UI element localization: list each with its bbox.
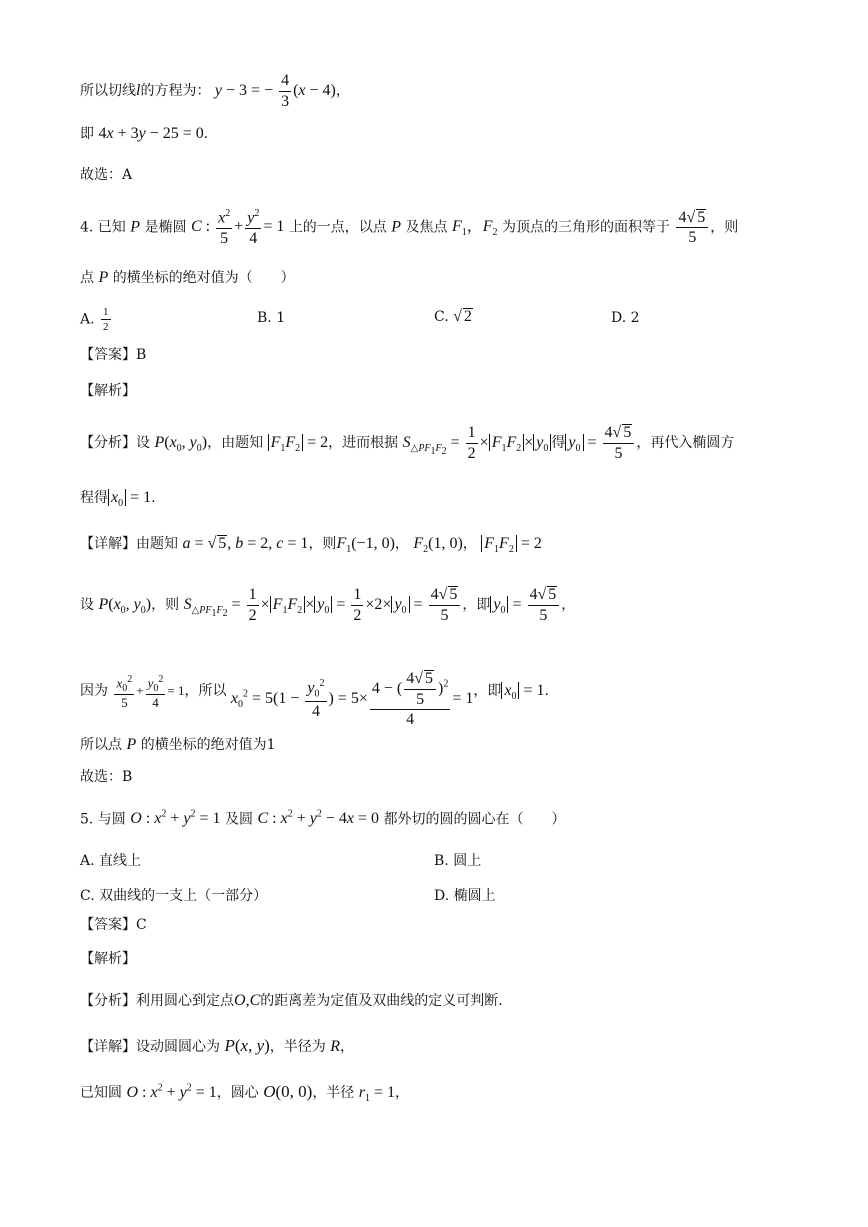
circle-c-formula: C : $x^2 + y^2 - 4x = 0$ bbox=[257, 809, 380, 828]
text: 设 bbox=[80, 596, 94, 613]
choice-b: 故选：B bbox=[80, 769, 133, 785]
detail-text bbox=[80, 535, 542, 555]
tangent-line-equation: 所以切线l的方程为： y − 3 = − $\frac{4}{3}$ (x − 4)， bbox=[80, 72, 350, 110]
option-d[interactable]: D. 2 bbox=[611, 310, 640, 326]
formula: $S_{\triangle PF_1F_2}$ = $\frac{1}{2}$ × $F_1F_2 \times y_0$ = $\frac{1}{2}$ $\times 2\times y_0$ = $\frac{4√ 5}{5}$ bbox=[184, 596, 463, 613]
text: 所以切线 bbox=[80, 82, 136, 99]
var: R bbox=[330, 1038, 341, 1055]
formula: $y_0$ = $\frac{4√ 5}{5}$ bbox=[490, 596, 561, 613]
formula: P(x, y) bbox=[224, 1036, 270, 1055]
analysis-text: 【分析】利用圆心到定点O,C的距离差为定值及双曲线的定义可判断. bbox=[80, 992, 503, 1009]
formula: $x_0^2 = 5(1$ − $\frac{y_0^2}{4}$ ) = 5× 4 − ( $\frac{4√ 5}{5}$ )$^2$ 4 = 1 bbox=[230, 670, 474, 729]
formula: $r_1 = 1$ bbox=[358, 1084, 396, 1105]
text: ，由题知 bbox=[207, 434, 264, 451]
ellipse-formula: C : $\frac{x^2}{5}$ + $\frac{y^2}{4}$ = 1 bbox=[190, 208, 285, 247]
text: ，半径为 bbox=[269, 1039, 326, 1055]
text: ，所以 bbox=[184, 683, 227, 700]
text: ，圆心 bbox=[216, 1085, 259, 1101]
question-4-line2 bbox=[80, 270, 295, 286]
var: P bbox=[98, 269, 109, 286]
text: . bbox=[203, 126, 209, 142]
formula: $F_1(-1$, 0) bbox=[336, 535, 395, 556]
text: ，则 bbox=[151, 596, 180, 613]
var: P bbox=[391, 218, 402, 236]
option-c[interactable]: C. 双曲线的一支上（一部分） bbox=[80, 888, 268, 904]
var: P bbox=[126, 736, 137, 753]
text: ， bbox=[395, 1085, 410, 1101]
text: ，再代入椭圆方 bbox=[636, 434, 735, 451]
text: 5. 与圆 bbox=[80, 811, 126, 828]
formula: $S_{\triangle PF_1F_2}$ = $\frac{1}{2}$ × $F_1F_2 \times y_0$ bbox=[403, 434, 552, 451]
text: 因为 bbox=[80, 683, 108, 700]
text: ，半径 bbox=[312, 1085, 355, 1101]
text: ，则 bbox=[308, 536, 337, 552]
text: 的距离差为定值及双曲线的定义可判断. bbox=[260, 993, 503, 1009]
text: ，即 bbox=[473, 683, 502, 700]
text: 所以点 bbox=[80, 737, 122, 753]
text: 已知圆 bbox=[80, 1085, 122, 1101]
text: 及焦点 bbox=[405, 219, 448, 236]
text: 上的一点，以点 bbox=[288, 219, 387, 236]
var: P bbox=[130, 218, 141, 236]
detail-text bbox=[80, 1037, 354, 1055]
circle-o-formula: O : $x^2 + y^2 = 1$ bbox=[130, 809, 221, 828]
text: . bbox=[544, 683, 549, 700]
text: ，则 bbox=[710, 219, 739, 236]
formula: $\frac{x_0^2}{5}$ + $\frac{y_0^2}{4}$ = 1 bbox=[116, 673, 185, 711]
analysis-text-2 bbox=[80, 490, 156, 509]
text: 是椭圆 bbox=[144, 219, 187, 236]
text: 【分析】利用圆心到定点 bbox=[80, 993, 234, 1009]
var: C bbox=[249, 992, 261, 1009]
conclusion-text bbox=[80, 737, 276, 753]
formula: y − 3 = − $\frac{4}{3}$ (x − 4) bbox=[214, 72, 336, 110]
set-point-text bbox=[80, 586, 575, 624]
known-circle-text bbox=[80, 1083, 409, 1104]
formula: $P(x_0$, $y_0$) bbox=[98, 595, 152, 617]
analysis-label: 【解析】 bbox=[80, 951, 136, 967]
option-a[interactable] bbox=[80, 306, 113, 333]
formula: 4x + 3y − 25 = 0 bbox=[98, 125, 204, 142]
text: 即 bbox=[80, 126, 94, 142]
formula: $y_0$ = $\frac{4√ 5}{5}$ bbox=[565, 434, 636, 451]
formula: $x_0 = 1$ bbox=[108, 489, 151, 506]
formula: O(0, 0) bbox=[263, 1082, 313, 1101]
text: 4. 已知 bbox=[80, 219, 126, 236]
text: . bbox=[151, 490, 156, 506]
answer-label: 【答案】B bbox=[80, 347, 147, 363]
text: 为顶点的三角形的面积等于 bbox=[501, 219, 670, 236]
text: 的方程为： bbox=[140, 82, 211, 99]
formula: a = √ 5, b = 2, c = 1 bbox=[182, 535, 309, 552]
line-equation-result bbox=[80, 126, 208, 142]
text: 及圆 bbox=[225, 811, 254, 828]
formula: $F_2(1$, 0) bbox=[413, 535, 463, 556]
text: ，进而根据 bbox=[328, 434, 399, 451]
option-a[interactable]: A. 直线上 bbox=[80, 853, 142, 869]
text: 得 bbox=[551, 434, 566, 451]
text: 都外切的圆的圆心在（ ） bbox=[383, 811, 566, 828]
question-5 bbox=[80, 810, 565, 827]
text: 点 bbox=[80, 270, 94, 286]
option-c[interactable] bbox=[434, 308, 473, 326]
option-b[interactable]: B. 1 bbox=[257, 310, 286, 326]
question-4 bbox=[80, 208, 738, 248]
text: 的横坐标的绝对值为（ ） bbox=[112, 270, 295, 286]
option-label: C. bbox=[434, 309, 449, 325]
analysis-label: 【解析】 bbox=[80, 383, 136, 399]
text: 的横坐标的绝对值为1 bbox=[140, 737, 276, 753]
choice-a: 故选：A bbox=[80, 167, 133, 183]
formula: √ 2 bbox=[453, 308, 472, 325]
option-d[interactable]: D. 椭圆上 bbox=[434, 888, 496, 904]
answer-label: 【答案】C bbox=[80, 917, 147, 933]
text: ， bbox=[561, 596, 576, 613]
formula: $\frac{1}{2}$ bbox=[103, 306, 109, 334]
formula: $x_0 = 1$ bbox=[501, 682, 544, 699]
formula: O : $x^2 + y^2 = 1$ bbox=[126, 1082, 217, 1101]
analysis-text bbox=[80, 424, 734, 462]
option-label: A. bbox=[80, 311, 95, 328]
foci: $F_1$，$F_2$ bbox=[451, 218, 498, 239]
text: 程得 bbox=[80, 490, 108, 506]
var: O bbox=[234, 992, 246, 1009]
var-l: l bbox=[136, 81, 141, 99]
area-value: $\frac{4√ 5}{5}$ bbox=[674, 218, 710, 235]
because-text bbox=[80, 662, 549, 729]
text: ， bbox=[340, 1039, 355, 1055]
option-b[interactable]: B. 圆上 bbox=[434, 853, 482, 869]
text: 【分析】设 bbox=[80, 434, 150, 451]
formula: $F_1F_2 = 2$ bbox=[268, 434, 329, 451]
text: 【详解】由题知 bbox=[80, 536, 178, 552]
text: 【详解】设动圆圆心为 bbox=[80, 1039, 220, 1055]
formula: $F_1F_2 = 2$ bbox=[481, 535, 542, 552]
text: ，即 bbox=[462, 596, 491, 613]
text: ， bbox=[462, 536, 477, 552]
formula: $P(x_0$, $y_0$) bbox=[154, 433, 208, 455]
text: ， bbox=[394, 536, 409, 552]
